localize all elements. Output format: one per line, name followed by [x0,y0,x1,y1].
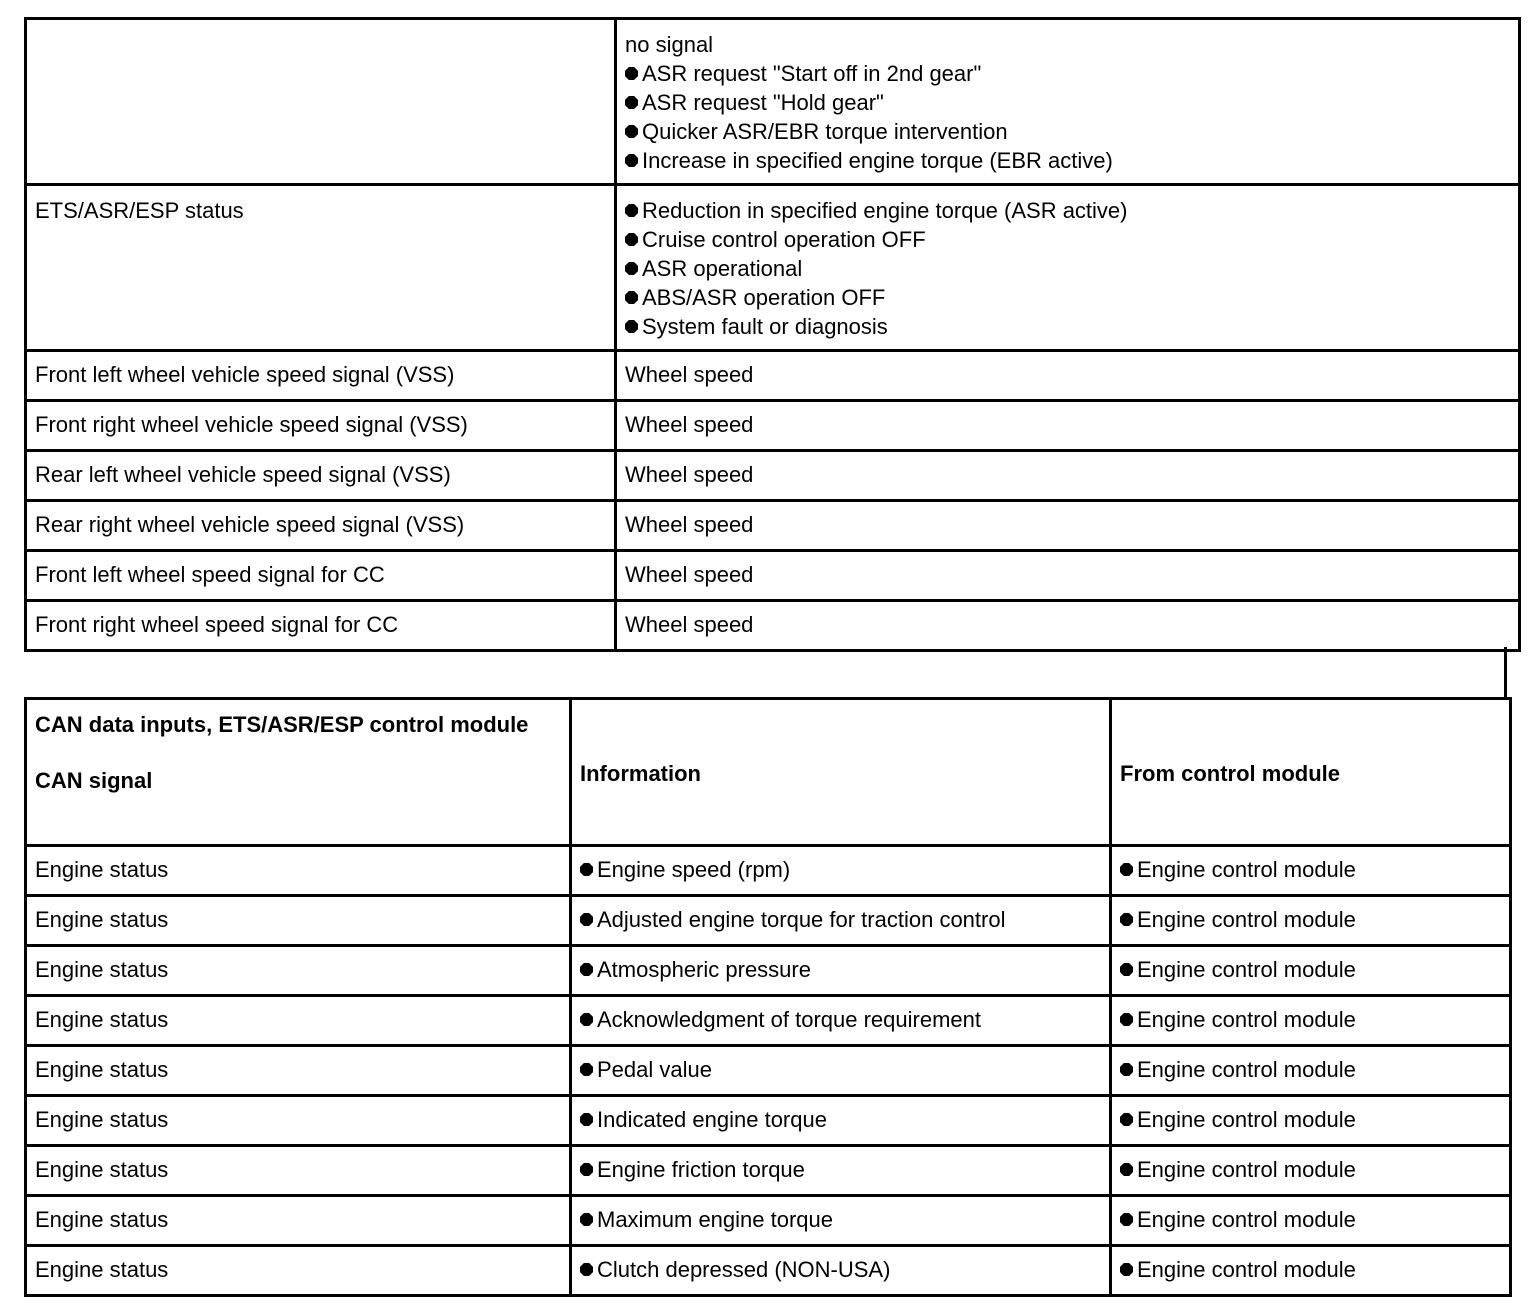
information-cell: Acknowledgment of torque requirement [571,996,1111,1046]
signal-info-table-continued [24,17,1521,652]
info-line: ASR request "Start off in 2nd gear" [625,59,1510,88]
bullet-icon [580,1063,593,1076]
source-cell: Engine control module [1111,1096,1511,1146]
info-line: ASR operational [625,254,1510,283]
info-line: System fault or diagnosis [625,312,1510,341]
information-cell: Wheel speed [616,351,1520,401]
information-cell: Adjusted engine torque for traction control [571,896,1111,946]
source-cell: Engine control module [1111,946,1511,996]
header-title: CAN data inputs, ETS/ASR/ESP control module [35,712,529,737]
table-row [26,846,1511,896]
information-cell: Wheel speed [616,551,1520,601]
can-data-inputs-table [24,697,1512,1297]
bullet-icon [580,1013,593,1026]
info-line: Reduction in specified engine torque (ASR active) [625,196,1510,225]
signal-cell: Engine status [26,996,571,1046]
signal-cell: Engine status [26,896,571,946]
bullet-icon [1120,963,1133,976]
signal-cell: Engine status [26,946,571,996]
signal-cell: Engine status [26,1246,571,1296]
table-row [26,601,1520,651]
information-cell: Engine friction torque [571,1146,1111,1196]
info-line: ASR request "Hold gear" [625,88,1510,117]
info-line: ABS/ASR operation OFF [625,283,1510,312]
signal-cell: ETS/ASR/ESP status [26,185,616,351]
source-cell: Engine control module [1111,1196,1511,1246]
information-cell [616,185,1520,351]
signal-cell [26,19,616,185]
info-line: no signal [625,32,714,57]
bullet-icon [1120,1263,1133,1276]
table-row [26,451,1520,501]
signal-cell: Rear right wheel vehicle speed signal (VSS) [26,501,616,551]
bullet-icon [1120,1163,1133,1176]
information-cell: Engine speed (rpm) [571,846,1111,896]
table-row [26,946,1511,996]
bullet-icon [580,1113,593,1126]
bullet-icon [625,262,638,275]
bullet-icon [625,291,638,304]
header-subtitle: CAN signal [35,768,153,793]
source-cell: Engine control module [1111,846,1511,896]
bullet-icon [1120,863,1133,876]
table-row [26,551,1520,601]
signal-cell: Engine status [26,1046,571,1096]
bullet-icon [1120,1113,1133,1126]
bullet-icon [625,320,638,333]
table-header-row [26,699,1511,846]
information-cell: Pedal value [571,1046,1111,1096]
header-from-control-module: From control module [1111,699,1511,846]
table-row [26,351,1520,401]
info-line: Quicker ASR/EBR torque intervention [625,117,1510,146]
bullet-icon [1120,1063,1133,1076]
signal-cell: Rear left wheel vehicle speed signal (VSS) [26,451,616,501]
bullet-icon [580,913,593,926]
information-cell: Wheel speed [616,601,1520,651]
bullet-icon [1120,1013,1133,1026]
information-cell: Wheel speed [616,501,1520,551]
source-cell: Engine control module [1111,1146,1511,1196]
table-row [26,19,1520,185]
signal-cell: Front left wheel speed signal for CC [26,551,616,601]
bullet-icon [625,96,638,109]
header-can-signal [26,699,571,846]
bullet-icon [580,1263,593,1276]
information-cell: Wheel speed [616,401,1520,451]
info-line: Increase in specified engine torque (EBR active) [625,146,1510,175]
table-row [26,896,1511,946]
table-row [26,996,1511,1046]
bullet-icon [625,233,638,246]
information-cell: Wheel speed [616,451,1520,501]
bullet-icon [580,963,593,976]
information-cell [616,19,1520,185]
table-row [26,1196,1511,1246]
bullet-icon [580,863,593,876]
table-row [26,1096,1511,1146]
source-cell: Engine control module [1111,896,1511,946]
bullet-icon [625,67,638,80]
information-cell: Atmospheric pressure [571,946,1111,996]
table-row [26,501,1520,551]
bullet-icon [1120,913,1133,926]
signal-cell: Engine status [26,1146,571,1196]
source-cell: Engine control module [1111,1246,1511,1296]
signal-cell: Engine status [26,1096,571,1146]
table-row [26,1146,1511,1196]
bullet-icon [625,154,638,167]
table-row [26,1046,1511,1096]
information-cell: Indicated engine torque [571,1096,1111,1146]
info-line: Cruise control operation OFF [625,225,1510,254]
bullet-icon [580,1163,593,1176]
bullet-icon [625,204,638,217]
header-information: Information [571,699,1111,846]
bullet-icon [580,1213,593,1226]
table-row [26,185,1520,351]
bullet-icon [625,125,638,138]
table-row [26,401,1520,451]
signal-cell: Front right wheel vehicle speed signal (VSS) [26,401,616,451]
bullet-icon [1120,1213,1133,1226]
signal-cell: Front right wheel speed signal for CC [26,601,616,651]
signal-cell: Engine status [26,1196,571,1246]
signal-cell: Front left wheel vehicle speed signal (VSS) [26,351,616,401]
table-row [26,1246,1511,1296]
information-cell: Maximum engine torque [571,1196,1111,1246]
signal-cell: Engine status [26,846,571,896]
source-cell: Engine control module [1111,996,1511,1046]
source-cell: Engine control module [1111,1046,1511,1096]
information-cell: Clutch depressed (NON-USA) [571,1246,1111,1296]
divider [1504,647,1507,699]
